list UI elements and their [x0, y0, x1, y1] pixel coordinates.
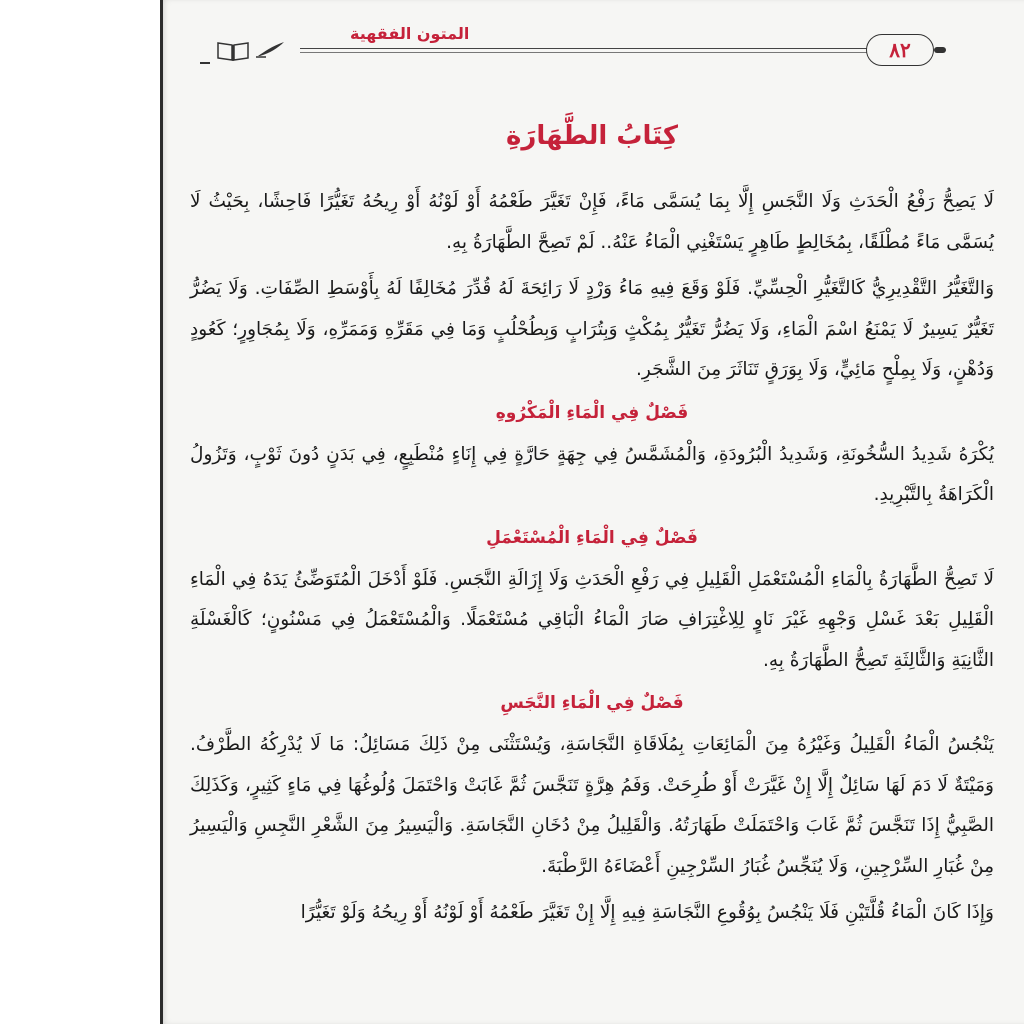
chapter-title: كِتَابُ الطَّهَارَةِ [506, 121, 678, 151]
paragraph: يَنْجُسُ الْمَاءُ الْقَلِيلُ وَغَيْرُهُ مِنَ الْمَائِعَاتِ بِمُلَاقَاةِ النَّجَاسَةِ، وَيُسْتَثْنَى مِنْ ذَلِكَ مَسَائِلُ: مَا لَا يُدْرِكُهُ الطَّرْفُ. وَمَيْتَةٌ لَا دَمَ لَهَا سَائِلٌ إِلَّا إِنْ غَيَّرَتْ أَوْ طُرِحَتْ. وَفَمُ هِرَّةٍ تَنَجَّسَ ثُمَّ غَابَتْ وَاحْتَمَلَ وُلُوغُهَا فِي مَاءٍ كَثِيرٍ، وَكَذَلِكَ الصَّبِيُّ إِذَا تَنَجَّسَ ثُمَّ غَابَ وَاحْتَمَلَتْ طَهَارَتُهُ. وَالْقَلِيلُ مِنْ دُخَانِ النَّجَاسَةِ. وَالْيَسِيرُ مِنَ الشَّعْرِ النَّجِسِ وَالْيَسِيرُ مِنْ غُبَارِ السِّرْجِينِ، وَلَا يُنَجِّسُ غُبَارُ السِّرْجِينِ أَعْضَاءَهُ الرَّطْبَةَ. [190, 734, 994, 877]
page-number: ٨٢ [866, 34, 934, 66]
page-header [200, 26, 984, 76]
header-dash [200, 62, 210, 64]
paragraph: وَإِذَا كَانَ الْمَاءُ قُلَّتَيْنِ فَلَا يَنْجُسُ بِوُقُوعِ النَّجَاسَةِ فِيهِ إِلَّا إِنْ تَغَيَّرَ طَعْمُهُ أَوْ لَوْنُهُ أَوْ رِيحُهُ وَلَوْ تَغَيُّرًا [300, 902, 994, 923]
page-binding-edge [160, 0, 163, 1024]
open-book-icon [216, 40, 250, 62]
paragraph: لَا تَصِحُّ الطَّهَارَةُ بِالْمَاءِ الْمُسْتَعْمَلِ الْقَلِيلِ فِي رَفْعِ الْحَدَثِ وَلَا إِزَالَةِ النَّجَسِ. فَلَوْ أَدْخَلَ الْمُتَوَضِّئُ يَدَهُ فِي الْمَاءِ الْقَلِيلِ بَعْدَ غَسْلِ وَجْهِهِ غَيْرَ نَاوٍ لِلِاغْتِرَافِ صَارَ الْمَاءُ الْبَاقِي مُسْتَعْمَلًا. وَالْمُسْتَعْمَلُ فِي مَسْنُونٍ؛ كَالْغَسْلَةِ الثَّانِيَةِ وَالثَّالِثَةِ تَصِحُّ الطَّهَارَةُ بِهِ. [190, 568, 994, 671]
paragraph: يُكْرَهُ شَدِيدُ السُّخُونَةِ، وَشَدِيدُ الْبُرُودَةِ، وَالْمُشَمَّسُ فِي جِهَةٍ حَارَّةٍ فِي إِنَاءٍ مُنْطَبِعٍ، فِي بَدَنٍ دُونَ ثَوْبٍ، وَتَزُولُ الْكَرَاهَةُ بِالتَّبْرِيدِ. [190, 443, 994, 505]
section-title: فَصْلٌ فِي الْمَاءِ النَّجَسِ [500, 693, 684, 713]
section-title: فَصْلٌ فِي الْمَاءِ الْمَكْرُوهِ [495, 402, 689, 423]
paragraph: لَا يَصِحُّ رَفْعُ الْحَدَثِ وَلَا النَّجَسِ إِلَّا بِمَا يُسَمَّى مَاءً، فَإِنْ تَغَيَّرَ طَعْمُهُ أَوْ لَوْنُهُ أَوْ رِيحُهُ تَغَيُّرًا فَاحِشًا، بِحَيْثُ لَا يُسَمَّى مَاءً مُطْلَقًا، بِمُخَالِطٍ طَاهِرٍ يَسْتَغْنِي الْمَاءُ عَنْهُ.. لَمْ تَصِحَّ الطَّهَارَةُ بِهِ. [190, 191, 994, 253]
quill-pen-icon [256, 40, 286, 58]
page-number-ornament [934, 47, 946, 53]
page-body [190, 112, 994, 940]
running-title: المتون الفقهية [350, 24, 470, 43]
header-rule [300, 48, 889, 53]
section-title: فَصْلٌ فِي الْمَاءِ الْمُسْتَعْمَلِ [486, 527, 698, 548]
book-page [160, 0, 1024, 1024]
paragraph: وَالتَّغَيُّرُ التَّقْدِيرِيُّ كَالتَّغَيُّرِ الْحِسِّيِّ. فَلَوْ وَقَعَ فِيهِ مَاءُ وَرْدٍ لَا رَائِحَةَ لَهُ قُدِّرَ مُخَالِفًا لَهُ بِأَوْسَطِ الصِّفَاتِ. وَلَا يَضُرُّ تَغَيُّرٌ يَسِيرٌ لَا يَمْنَعُ اسْمَ الْمَاءِ، وَلَا يَضُرُّ تَغَيُّرٌ بِمُكْثٍ وَبِتُرَابٍ وَبِطُحْلُبٍ وَمَا فِي مَقَرِّهِ وَمَمَرِّهِ، وَلَا بِمُجَاوِرٍ؛ كَعُودٍ وَدُهْنٍ، وَلَا بِمِلْحٍ مَائِيٍّ، وَلَا بِوَرَقٍ تَنَاثَرَ مِنَ الشَّجَرِ. [190, 278, 994, 380]
